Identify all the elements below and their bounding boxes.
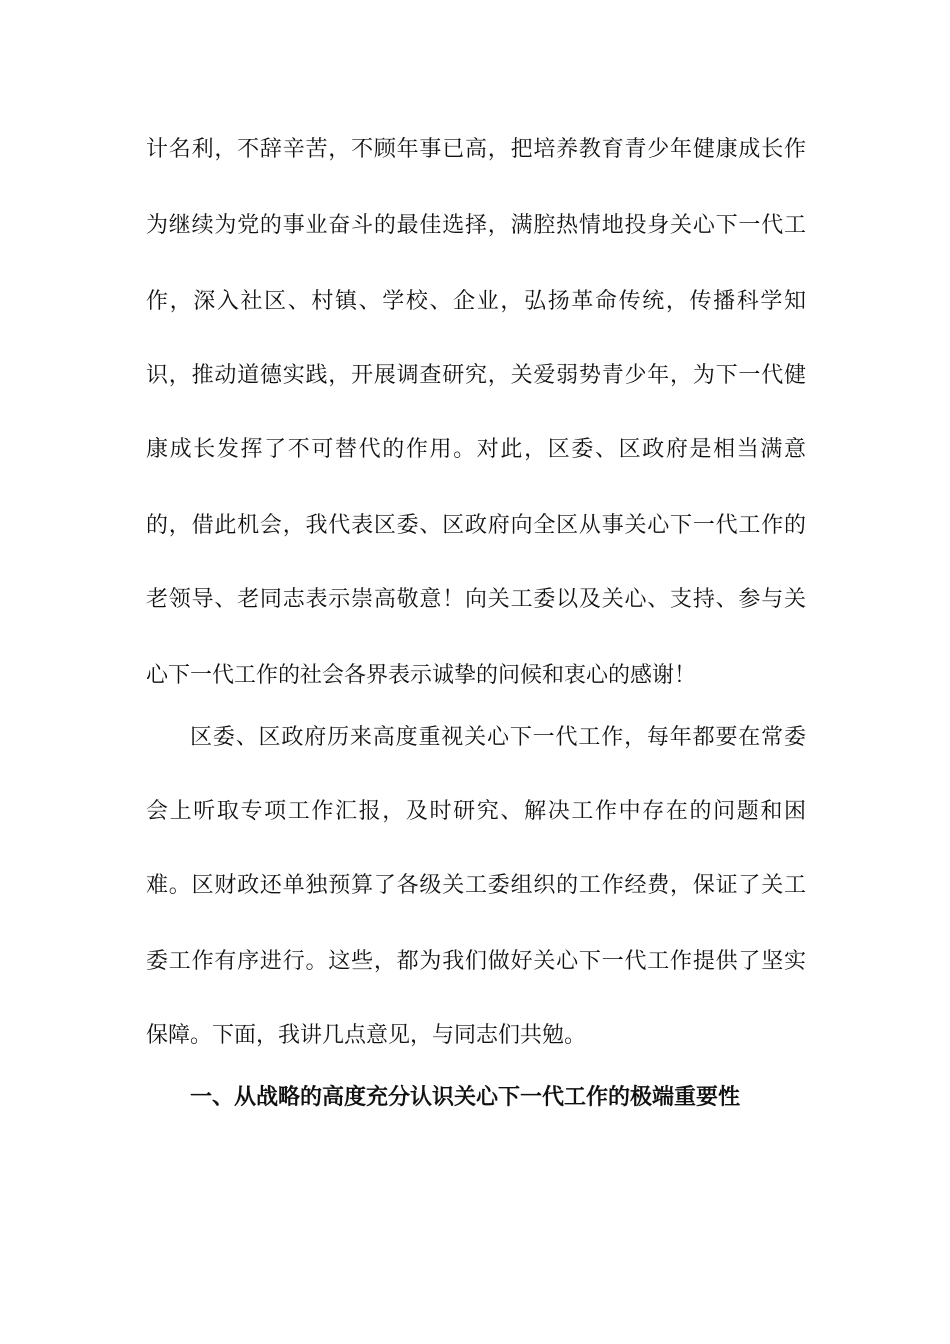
- paragraph-1-line-6: 的，借此机会，我代表区委、区政府向全区从事关心下一代工作的: [146, 513, 806, 538]
- paragraph-1-line-7: 老领导、老同志表示崇高敬意！向关工委以及关心、支持、参与关: [146, 587, 806, 612]
- section-heading: 一、从战略的高度充分认识关心下一代工作的极端重要性: [190, 1085, 741, 1110]
- paragraph-1-line-4: 识，推动道德实践，开展调查研究，关爱弱势青少年，为下一代健: [146, 363, 806, 388]
- paragraph-2-line-4: 委工作有序进行。这些，都为我们做好关心下一代工作提供了坚实: [146, 949, 806, 974]
- paragraph-2-line-1: 区委、区政府历来高度重视关心下一代工作，每年都要在常委: [190, 725, 806, 750]
- paragraph-2-line-2: 会上听取专项工作汇报，及时研究、解决工作中存在的问题和困: [146, 799, 806, 824]
- paragraph-1-line-5: 康成长发挥了不可替代的作用。对此，区委、区政府是相当满意: [146, 437, 806, 462]
- paragraph-1-line-3: 作，深入社区、村镇、学校、企业，弘扬革命传统，传播科学知: [146, 289, 806, 314]
- paragraph-1-line-1: 计名利，不辞辛苦，不顾年事已高，把培养教育青少年健康成长作: [146, 137, 806, 162]
- paragraph-1-line-8: 心下一代工作的社会各界表示诚挚的问候和衷心的感谢！: [146, 663, 697, 688]
- paragraph-1-line-2: 为继续为党的事业奋斗的最佳选择，满腔热情地投身关心下一代工: [146, 213, 806, 238]
- paragraph-2-line-3: 难。区财政还单独预算了各级关工委组织的工作经费，保证了关工: [146, 873, 806, 898]
- paragraph-2-line-5: 保障。下面，我讲几点意见，与同志们共勉。: [146, 1023, 587, 1048]
